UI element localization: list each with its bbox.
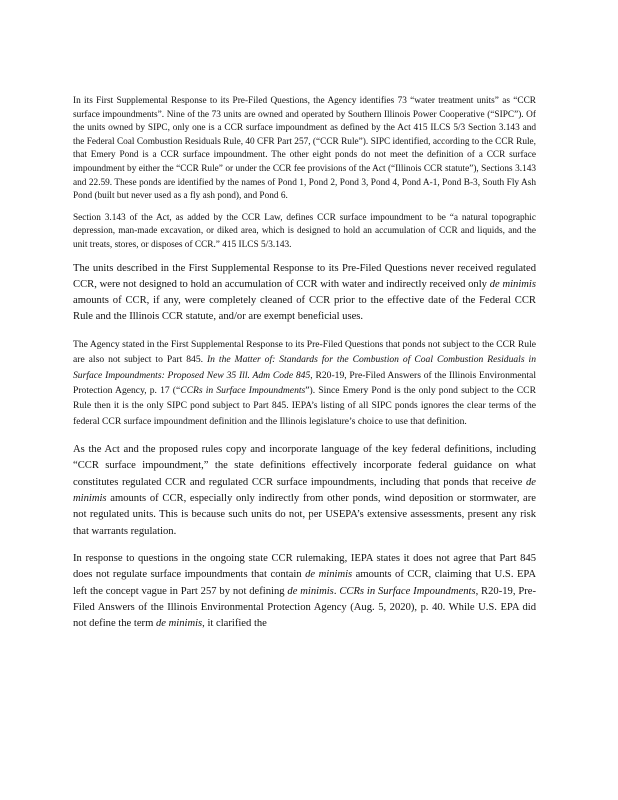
paragraph-text: amounts of CCR, if any, were completely cleaned of CCR prior to the effective date of the Federal CCR Rule and the Illinois CCR statute, and/or are exempt beneficial uses.	[73, 295, 536, 323]
paragraph-text: amounts of CCR, claiming that U.S. EPA left the concept vague in Part 257 by not defining	[73, 569, 536, 597]
paragraph-agency-stated	[73, 337, 536, 429]
case-citation: In the Matter of: Standards for the Combustion of Coal Combustion Residuals in Surface Impoundments: Proposed New 35 Ill. Adm Code 845	[73, 354, 536, 381]
italic-term: de minimis	[489, 278, 536, 290]
paragraph-text: Section 3.143 of the Act, as added by the CCR Law, defines CCR surface impoundment to be “a natural topographic depression, man-made excavation, or diked area, which is designed to hold an accumulation of CCR and liquids, and the unit treats, stores, or disposes of CCR.” 415 ILCS 5/3.143.	[73, 212, 536, 250]
paragraph-text: As the Act and the proposed rules copy and incorporate language of the key federal definitions, including “CCR surface impoundment,” the state definitions effectively incorporate federal guidance on what constitutes regulated CCR and regulated CCR surface impoundments, including that ponds that receive	[73, 444, 536, 488]
paragraph-text: The Agency stated in the First Supplemental Response to its Pre-Filed Questions that ponds not subject to the CCR Rule are also not subject to Part 845.	[73, 338, 536, 366]
italic-term: de minimis	[305, 569, 353, 581]
paragraph-text: amounts of CCR, especially only indirectly from other ponds, wind deposition or stormwater, are not regulated units. This is because such units do not, per USEPA’s extensive assessments, present any risk that warrants regulation.	[73, 493, 536, 537]
paragraph-text: In its First Supplemental Response to its Pre-Filed Questions, the Agency identifies 73 “water treatment units” as “CCR surface impoundments”. Nine of the 73 units are owned and operated by Southern Illinois Power Cooperative (“SIPC”). Of the units owned by SIPC, only one is a CCR surface impoundment as defined by the Act 415 ILCS 5/3 Section 3.143 and the Federal Coal Combustion Residuals Rule, 40 CFR Part 257, (“CCR Rule”). SIPC identified, according to the CCR Rule, that Emery Pond is a CCR surface impoundment. The other eight ponds do not meet the definition of a CCR surface impoundment by either the “CCR Rule” or under the CCR fee provisions of the Act (“Illinois CCR statute”), Sections 3.143 and 22.59. These ponds are identified by the names of Pond 1, Pond 2, Pond 3, Pond 4, Pond A-1, Pond B-3, South Fly Ash Pond (built but never used as a fly ash pond), and Pond 6.	[73, 96, 536, 202]
short-citation: CCRs in Surface Impoundments	[339, 585, 476, 597]
paragraph-text: ”). Since Emery Pond is the only pond subject to the CCR Rule then it is the only SIPC pond subject to Part 845. IEPA’s listing of all SIPC ponds ignores the clear terms of the federal CCR surface impoundment definition and the Illinois legislature’s choice to use that definition.	[73, 384, 536, 427]
paragraph-text: The units described in the First Supplemental Response to its Pre-Filed Questions never received regulated CCR, were not designed to hold an accumulation of CCR with water and indirectly received only	[73, 262, 536, 290]
italic-term: de minimis	[287, 585, 334, 597]
paragraph-text: In response to questions in the ongoing state CCR rulemaking, IEPA states it does not agree that Part 845 does not regulate surface impoundments that contain	[73, 552, 536, 581]
paragraph-federal-definitions	[73, 442, 536, 540]
paragraph-sipc-units	[73, 95, 536, 204]
italic-term: de minimis	[73, 476, 536, 505]
paragraph-text: , R20-19, Pre-Filed Answers of the Illinois Environmental Protection Agency, p. 17 (“	[73, 369, 536, 396]
paragraph-units-described	[73, 261, 536, 326]
paragraph-text: , R20-19, Pre-Filed Answers of the Illinois Environmental Protection Agency (Aug. 5, 2020), p. 40. While U.S. EPA did not define the term	[73, 585, 536, 630]
italic-term: de minimis	[155, 618, 203, 630]
paragraph-iepa-response	[73, 551, 536, 632]
paragraph-text: .	[333, 585, 340, 597]
paragraph-section-3-143	[73, 212, 536, 253]
short-citation: CCRs in Surface Impoundments	[180, 384, 306, 396]
paragraph-text: , it clarified the	[202, 618, 267, 630]
